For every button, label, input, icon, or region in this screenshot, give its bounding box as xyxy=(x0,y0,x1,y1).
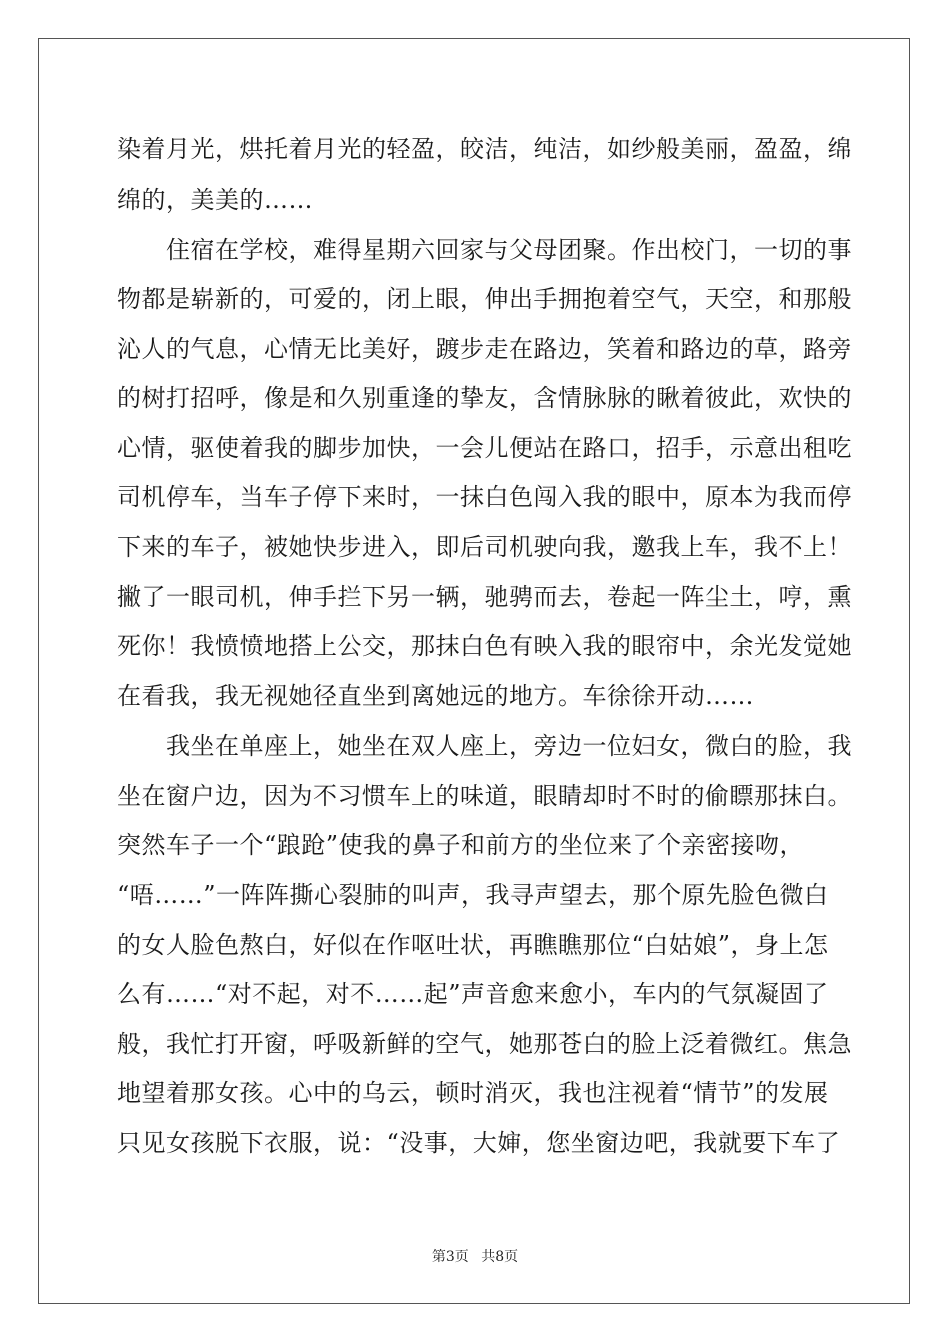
text-line: 我坐在单座上，她坐在双人座上，旁边一位妇女，微白的脸，我 xyxy=(117,732,852,760)
text-line: 死你！我愤愤地搭上公交，那抹白色有映入我的眼帘中，余光发觉她 xyxy=(117,632,852,660)
text-line: 沁人的气息，心情无比美好，踱步走在路边，笑着和路边的草，路旁 xyxy=(117,335,852,363)
text-line: 绵的，美美的…… xyxy=(117,186,313,214)
text-line: 物都是崭新的，可爱的，闭上眼，伸出手拥抱着空气，天空，和那般 xyxy=(117,285,852,313)
page-number-current: 第3页 xyxy=(431,1249,469,1265)
text-line: 住宿在学校，难得星期六回家与父母团聚。作出校门，一切的事 xyxy=(117,236,852,264)
text-line: “唔……”一阵阵撕心裂肺的叫声，我寻声望去，那个原先脸色微白 xyxy=(117,881,829,909)
text-line: 在看我，我无视她径直坐到离她远的地方。车徐徐开动…… xyxy=(117,682,754,710)
text-line: 坐在窗户边，因为不习惯车上的味道，眼睛却时不时的偷瞟那抹白。 xyxy=(117,782,852,810)
text-line: 撇了一眼司机，伸手拦下另一辆，驰骋而去，卷起一阵尘土，哼，熏 xyxy=(117,583,852,611)
text-line: 只见女孩脱下衣服，说：“没事，大婶，您坐窗边吧，我就要下车了 xyxy=(117,1129,841,1157)
text-line: 心情，驱使着我的脚步加快，一会儿便站在路口，招手，示意出租吃 xyxy=(117,434,852,462)
text-line: 的树打招呼，像是和久别重逢的挚友，含情脉脉的瞅着彼此，欢快的 xyxy=(117,384,852,412)
text-line: 般，我忙打开窗，呼吸新鲜的空气，她那苍白的脸上泛着微红。焦急 xyxy=(117,1030,852,1058)
text-line: 染着月光，烘托着月光的轻盈，皎洁，纯洁，如纱般美丽，盈盈，绵 xyxy=(117,135,852,163)
page-number-total: 共8页 xyxy=(481,1249,519,1265)
text-line: 突然车子一个“踉跄”使我的鼻子和前方的坐位来了个亲密接吻， xyxy=(117,831,805,859)
text-line: 的女人脸色熬白，好似在作呕吐状，再瞧瞧那位“白姑娘”，身上怎 xyxy=(117,931,829,959)
text-line: 么有……“对不起，对不……起”声音愈来愈小，车内的气氛凝固了 xyxy=(117,980,829,1008)
text-line: 下来的车子，被她快步进入，即后司机驶向我，邀我上车，我不上！ xyxy=(117,533,852,561)
text-line: 司机停车，当车子停下来时，一抹白色闯入我的眼中，原本为我而停 xyxy=(117,483,852,511)
page-footer xyxy=(0,1246,950,1266)
page-border xyxy=(38,38,910,1304)
text-line: 地望着那女孩。心中的乌云，顿时消灭，我也注视着“情节”的发展 xyxy=(117,1079,829,1107)
